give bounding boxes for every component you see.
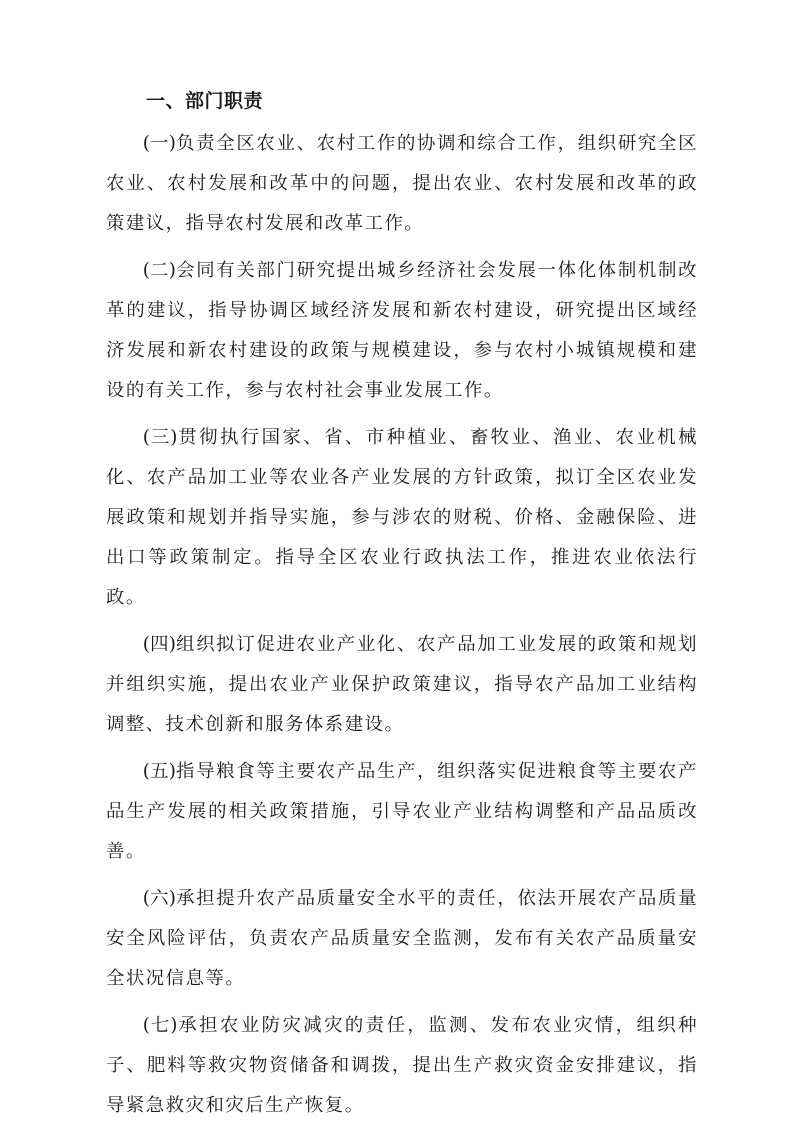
section-title: 一、部门职责 [146, 90, 264, 112]
duty-list [106, 124, 698, 1133]
duty-text: 承担农业防灾减灾的责任，监测、发布农业灾情，组织种子、肥料等救灾物资储备和调拨，提出生产救灾资金安排建议，指导紧急救灾和灾后生产恢复。 [106, 1015, 698, 1116]
duty-paragraph-4 [106, 625, 698, 745]
duty-number: (四) [142, 634, 176, 655]
duty-text: 贯彻执行国家、省、市种植业、畜牧业、渔业、农业机械化、农产品加工业等农业各产业发展的方针政策，拟订全区农业发展政策和规划并指导实施，参与涉农的财税、价格、金融保险、进出口等政策制定。指导全区农业行政执法工作，推进农业依法行政。 [106, 427, 698, 608]
duty-number: (一) [142, 133, 176, 154]
duty-number: (五) [142, 761, 176, 782]
duty-number: (七) [142, 1015, 178, 1036]
duty-text: 承担提升农产品质量安全水平的责任，依法开展农产品质量安全风险评估，负责农产品质量安全监测，发布有关农产品质量安全状况信息等。 [106, 888, 698, 989]
duty-text: 负责全区农业、农村工作的协调和综合工作，组织研究全区农业、农村发展和改革中的问题，提出农业、农村发展和改革的政策建议，指导农村发展和改革工作。 [106, 133, 698, 234]
duty-number: (六) [142, 888, 176, 909]
duty-paragraph-2 [106, 251, 698, 411]
duty-text: 指导粮食等主要农产品生产，组织落实促进粮食等主要农产品生产发展的相关政策措施，引导农业产业结构调整和产品品质改善。 [106, 761, 698, 862]
duty-paragraph-6 [106, 879, 698, 999]
duty-text: 组织拟订促进农业产业化、农产品加工业发展的政策和规划并组织实施，提出农业产业保护政策建议，指导农产品加工业结构调整、技术创新和服务体系建设。 [106, 634, 698, 735]
duty-paragraph-1 [106, 124, 698, 244]
duty-paragraph-3 [106, 418, 698, 618]
duty-text: 会同有关部门研究提出城乡经济社会发展一体化体制机制改革的建议，指导协调区域经济发展和新农村建设，研究提出区域经济发展和新农村建设的政策与规模建设，参与农村小城镇规模和建设的有关工作，参与农村社会事业发展工作。 [106, 260, 698, 401]
duty-paragraph-5 [106, 752, 698, 872]
duty-paragraph-7 [106, 1006, 698, 1126]
duty-number: (三) [142, 427, 178, 448]
duty-number: (二) [142, 260, 176, 281]
